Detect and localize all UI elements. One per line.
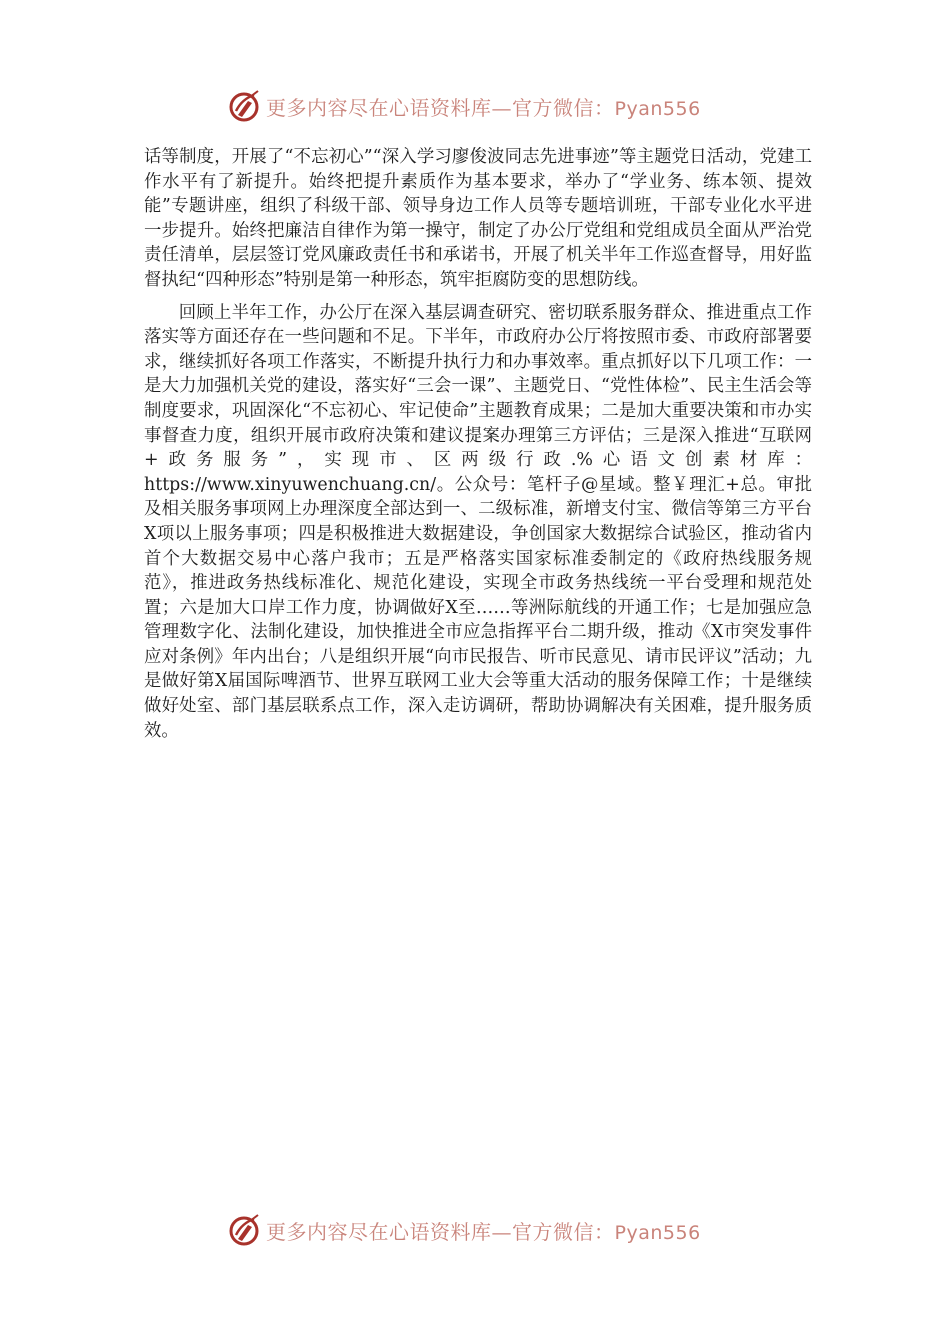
pen-logo-icon xyxy=(228,1213,262,1247)
banner-text xyxy=(266,1216,701,1245)
document-body xyxy=(144,145,812,751)
footer-banner xyxy=(228,1212,748,1248)
banner-wechat-id: Pyan556 xyxy=(614,1221,701,1244)
paragraph-continued: 话等制度，开展了“不忘初心”“深入学习廖俊波同志先进事迹”等主题党日活动，党建工作水平有了新提升。始终把提升素质作为基本要求，举办了“学业务、练本领、提效能”专题讲座，组织了科级干部、领导身边工作人员等专题培训班，干部专业化水平进一步提升。始终把廉洁自律作为第一操守，制定了办公厅党组和党组成员全面从严治党责任清单，层层签订党风廉政责任书和承诺书，开展了机关半年工作巡查督导，用好监督执纪“四种形态”特别是第一种形态，筑牢拒腐防变的思想防线。 xyxy=(144,147,812,290)
header-banner xyxy=(228,88,748,124)
banner-text xyxy=(266,92,701,121)
banner-text-cn: 更多内容尽在心语资料库—官方微信： xyxy=(266,95,615,120)
pen-logo-icon xyxy=(228,89,262,123)
paragraph-review: 回顾上半年工作，办公厅在深入基层调查研究、密切联系服务群众、推进重点工作落实等方面还存在一些问题和不足。下半年，市政府办公厅将按照市委、市政府部署要求，继续抓好各项工作落实，不断提升执行力和办事效率。重点抓好以下几项工作：一是大力加强机关党的建设，落实好“三会一课”、主题党日、“党性体检”、民主生活会等制度要求，巩固深化“不忘初心、牢记使命”主题教育成果；二是加大重要决策和市办实事督查力度，组织开展市政府决策和建议提案办理第三方评估；三是深入推进“互联网+政务服务”，实现市、区两级行政.%心语文创素材库：https://www.xinyuwenchuang.cn/。公众号：笔杆子@星域。整￥理汇+总。审批及相关服务事项网上办理深度全部达到一、二级标准，新增支付宝、微信等第三方平台X项以上服务事项；四是积极推进大数据建设，争创国家大数据综合试验区，推动省内首个大数据交易中心落户我市；五是严格落实国家标准委制定的《政府热线服务规范》，推进政务热线标准化、规范化建设，实现全市政务热线统一平台受理和规范处置；六是加大口岸工作力度，协调做好X至……等洲际航线的开通工作；七是加强应急管理数字化、法制化建设，加快推进全市应急指挥平台二期升级，推动《X市突发事件应对条例》年内出台；八是组织开展“向市民报告、听市民意见、请市民评议”活动；九是做好第X届国际啤酒节、世界互联网工业大会等重大活动的服务保障工作；十是继续做好处室、部门基层联系点工作，深入走访调研，帮助协调解决有关困难，提升服务质效。 xyxy=(144,302,812,741)
banner-text-cn: 更多内容尽在心语资料库—官方微信： xyxy=(266,1219,615,1244)
banner-wechat-id: Pyan556 xyxy=(614,97,701,120)
